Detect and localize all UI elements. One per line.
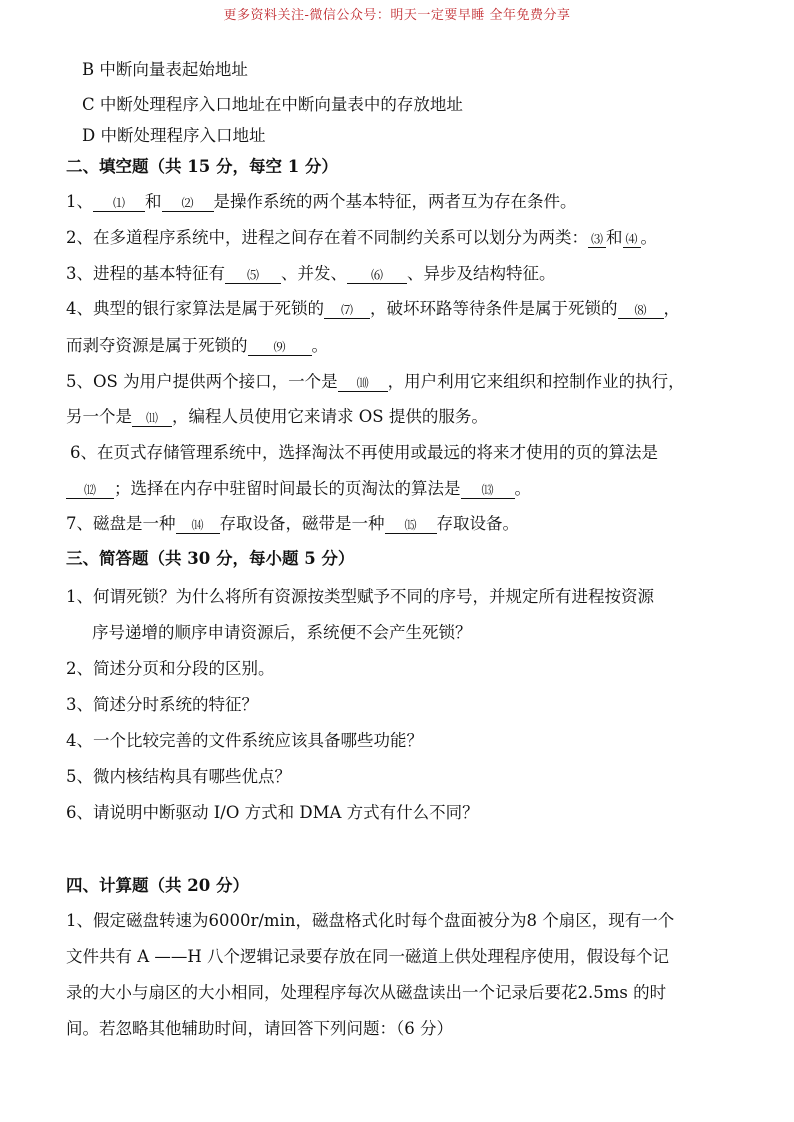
fill-question-7 [66, 514, 519, 534]
section-fill-heading: 二、填空题（共 15 分，每空 1 分） [66, 157, 338, 176]
blank-8: ⑻ [618, 302, 664, 319]
blank-4: ⑷ [623, 231, 641, 248]
text: ， [663, 299, 680, 318]
short-question-4: 4、一个比较完善的文件系统应该具备哪些功能？ [66, 731, 423, 750]
header-banner: 更多资料关注-微信公众号：明天一定要早睡 全年免费分享 [223, 8, 571, 23]
option-d: D 中断处理程序入口地址 [82, 126, 266, 145]
text: 另一个是 [66, 407, 132, 426]
text: 是操作系统的两个基本特征，两者互为存在条件。 [213, 192, 577, 211]
blank-11: ⑾ [132, 410, 172, 427]
text: 、并发、 [281, 264, 347, 283]
calc-question-line-3: 录的大小与扇区的大小相同，处理程序每次从磁盘读出一个记录后要花2.5ms 的时 [66, 983, 667, 1002]
blank-12: ⑿ [66, 482, 114, 499]
blank-15: ⒂ [385, 517, 437, 534]
short-question-1b: 序号递增的顺序申请资源后，系统便不会产生死锁？ [92, 623, 472, 642]
text: 存取设备，磁带是一种 [219, 514, 385, 533]
blank-7: ⑺ [324, 302, 370, 319]
fill-question-6a [70, 443, 658, 463]
blank-1: ⑴ [93, 195, 145, 212]
blank-6: ⑹ [347, 267, 407, 284]
blank-10: ⑽ [338, 375, 388, 392]
text: 。 [640, 228, 657, 247]
blank-13: ⒀ [461, 482, 515, 499]
fill-question-4a [66, 299, 680, 319]
short-question-6: 6、请说明中断驱动 I/O 方式和 DMA 方式有什么不同？ [66, 803, 479, 822]
text: 。 [311, 336, 328, 355]
text: 和 [145, 192, 162, 211]
text: 和 [606, 228, 623, 247]
blank-9: ⑼ [248, 339, 312, 356]
text: 。 [514, 479, 531, 498]
text: 5、OS 为用户提供两个接口，一个是 [66, 372, 338, 391]
fill-question-3 [66, 264, 556, 284]
calc-question-line-2: 文件共有 A ——H 八个逻辑记录要存放在同一磁道上供处理程序使用，假设每个记 [66, 947, 670, 966]
calc-question-line-4: 间。若忽略其他辅助时间，请回答下列问题：（6 分） [66, 1019, 453, 1038]
section-short-heading: 三、简答题（共 30 分，每小题 5 分） [66, 549, 355, 568]
text: 7、磁盘是一种 [66, 514, 176, 533]
short-question-3: 3、简述分时系统的特征？ [66, 695, 258, 714]
fill-question-5a [66, 372, 685, 392]
fill-question-6b [66, 479, 531, 499]
text: 、异步及结构特征。 [407, 264, 556, 283]
text: 1、 [66, 192, 93, 211]
option-b: B 中断向量表起始地址 [82, 60, 248, 79]
text: 而剥夺资源是属于死锁的 [66, 336, 248, 355]
text: 3、进程的基本特征有 [66, 264, 225, 283]
blank-5: ⑸ [225, 267, 281, 284]
calc-question-line-1: 1、假定磁盘转速为6000r/min，磁盘格式化时每个盘面被分为8 个扇区，现有一个 [66, 911, 675, 930]
short-question-5: 5、微内核结构具有哪些优点？ [66, 767, 291, 786]
fill-question-5b [66, 407, 488, 427]
short-question-1a: 1、何谓死锁？为什么将所有资源按类型赋予不同的序号，并规定所有进程按资源 [66, 587, 654, 606]
blank-2: ⑵ [162, 195, 214, 212]
option-c: C 中断处理程序入口地址在中断向量表中的存放地址 [82, 95, 463, 114]
text: ，用户利用它来组织和控制作业的执行， [387, 372, 685, 391]
fill-question-2 [66, 228, 657, 248]
fill-question-4b [66, 336, 328, 356]
text: ；选择在内存中驻留时间最长的页淘汰的算法是 [114, 479, 461, 498]
text: ，编程人员使用它来请求 OS 提供的服务。 [172, 407, 488, 426]
text: 2、在多道程序系统中，进程之间存在着不同制约关系可以划分为两类： [66, 228, 588, 247]
short-question-2: 2、简述分页和分段的区别。 [66, 659, 275, 678]
text: 6、在页式存储管理系统中，选择淘汰不再使用或最远的将来才使用的页的算法是 [70, 443, 658, 462]
section-calc-heading: 四、计算题（共 20 分） [66, 876, 249, 895]
fill-question-1 [66, 192, 577, 212]
text: 4、典型的银行家算法是属于死锁的 [66, 299, 324, 318]
text: ，破坏环路等待条件是属于死锁的 [370, 299, 618, 318]
text: 存取设备。 [436, 514, 519, 533]
blank-3: ⑶ [588, 231, 606, 248]
blank-14: ⒁ [176, 517, 220, 534]
